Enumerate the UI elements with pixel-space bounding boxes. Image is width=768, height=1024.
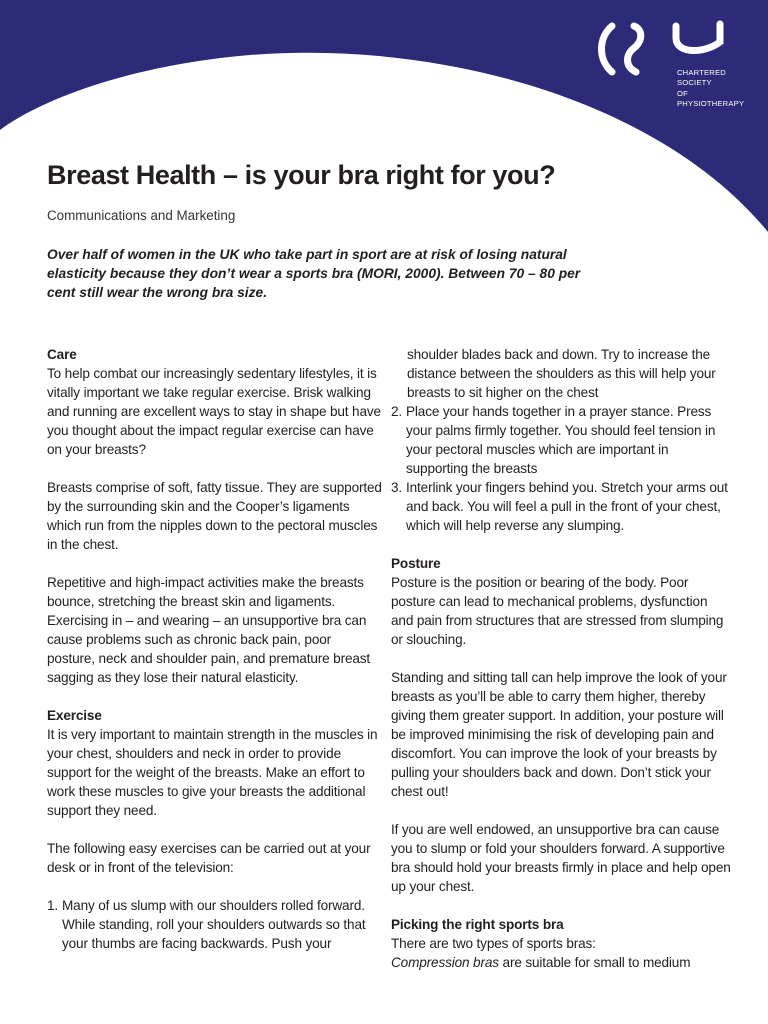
care-paragraph: Repetitive and high-impact activities make the breasts bounce, stretching the breast skin and ligaments. Exercising in – and wearing – an unsupportive bra can cause problems such as chronic back pain, poor posture, neck and shoulder pain, and premature breast sagging as they lose their natural elasticity. — [47, 575, 371, 685]
compression-line — [391, 953, 731, 972]
list-text: Many of us slump with our shoulders rolled forward. While standing, roll your shoulders outwards so that your thumbs are facing backwards. Push your — [62, 898, 366, 951]
logo-line: OF — [677, 88, 688, 98]
posture-paragraph: Standing and sitting tall can help improve the look of your breasts as you’ll be able to carry them higher, thereby giving them greater support. In addition, your posture will be improved minimising the risk of developing pain and discomfort. You can improve the look of your breasts by pulling your shoulders back and down. Don’t stick your chest out! — [391, 670, 727, 799]
page-title: Breast Health – is your bra right for you? — [47, 160, 556, 190]
right-column — [391, 345, 731, 972]
list-number: 2. — [391, 404, 403, 419]
logo-line: CHARTERED — [677, 68, 726, 77]
exercise-paragraph: It is very important to maintain strength in the muscles in your chest, shoulders and neck in order to provide support for the weight of the breasts. Make an effort to work these muscles to give your breasts the additional support they need. — [47, 727, 378, 818]
list-item-continuation: shoulder blades back and down. Try to increase the distance between the shoulders as this will help your breasts to sit higher on the chest — [407, 347, 716, 400]
logo-wordmark — [677, 68, 744, 110]
posture-heading: Posture — [391, 556, 441, 571]
compression-text: are suitable for small to medium — [498, 955, 691, 970]
list-text: Interlink your fingers behind you. Stretch your arms out and back. You will feel a pull in the front of your chest, which will help reverse any slumping. — [406, 480, 728, 533]
exercise-heading: Exercise — [47, 708, 102, 723]
list-text: Place your hands together in a prayer stance. Press your palms firmly together. You should feel tension in your pectoral muscles which are important in supporting the breasts — [406, 404, 716, 476]
intro-paragraph: Over half of women in the UK who take part in sport are at risk of losing natural elasticity because they don’t wear a sports bra (MORI, 2000). Between 70 – 80 per cent still wear the wrong bra size. — [47, 247, 581, 300]
picking-paragraph: There are two types of sports bras: — [391, 936, 596, 951]
picking-heading: Picking the right sports bra — [391, 917, 564, 932]
posture-paragraph: Posture is the position or bearing of the body. Poor posture can lead to mechanical problems, dysfunction and pain from structures that are stressed from slumping or slouching. — [391, 575, 724, 647]
compression-term: Compression bras — [391, 955, 499, 970]
exercise-paragraph: The following easy exercises can be carried out at your desk or in front of the television: — [47, 841, 371, 875]
logo-line: SOCIETY — [677, 78, 712, 88]
department-label: Communications and Marketing — [47, 208, 236, 223]
list-number: 1. — [47, 898, 59, 913]
posture-paragraph: If you are well endowed, an unsupportive bra can cause you to slump or fold your shoulders forward. A supportive bra should hold your breasts firmly in place and help open up your chest. — [391, 822, 731, 894]
list-number: 3. — [391, 480, 403, 495]
care-paragraph: To help combat our increasingly sedentary lifestyles, it is vitally important we take regular exercise. Brisk walking and running are excellent ways to stay in shape but have you thought about the impact regular exercise can have on your breasts? — [47, 366, 381, 457]
exercise-list — [391, 402, 731, 535]
list-item — [391, 478, 731, 535]
list-item — [391, 402, 731, 478]
left-column — [47, 345, 382, 953]
list-item — [47, 896, 382, 953]
care-paragraph: Breasts comprise of soft, fatty tissue. They are supported by the surrounding skin and the Cooper’s ligaments which run from the nipples down to the pectoral muscles in the chest. — [47, 480, 382, 552]
care-heading: Care — [47, 347, 77, 362]
exercise-list — [47, 896, 382, 953]
logo-line: PHYSIOTHERAPY — [677, 99, 745, 109]
